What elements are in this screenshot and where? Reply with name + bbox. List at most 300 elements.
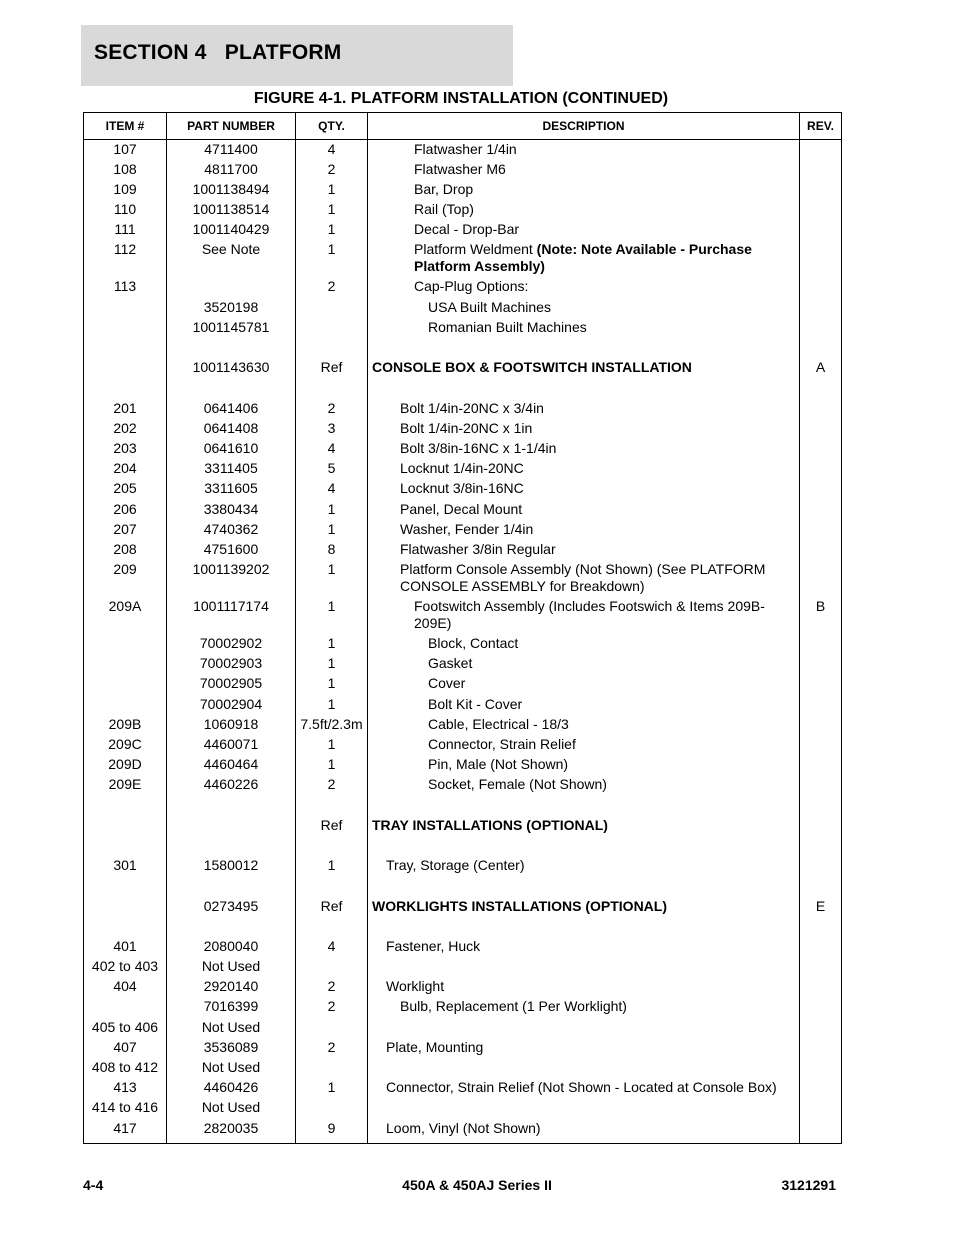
table-row — [84, 957, 842, 977]
table-row — [84, 298, 842, 318]
item-number-cell — [84, 695, 167, 715]
description-text: Block, Contact — [428, 635, 519, 652]
qty-cell — [296, 318, 368, 338]
qty-cell — [296, 957, 368, 977]
revision-cell — [800, 520, 842, 540]
qty-cell — [296, 1098, 368, 1118]
revision-cell — [800, 755, 842, 775]
part-number-cell: 1001117174 — [167, 597, 296, 634]
part-number-cell — [167, 796, 296, 816]
qty-cell — [296, 1058, 368, 1078]
revision-cell — [800, 634, 842, 654]
revision-cell — [800, 977, 842, 997]
qty-cell: Ref — [296, 897, 368, 917]
part-number-cell: 0641610 — [167, 439, 296, 459]
part-number-cell: 3311405 — [167, 459, 296, 479]
description-cell — [368, 540, 800, 560]
item-number-cell: 110 — [84, 200, 167, 220]
table-row — [84, 277, 842, 297]
description-cell — [368, 140, 800, 160]
table-row — [84, 419, 842, 439]
part-number-cell: 70002902 — [167, 634, 296, 654]
part-number-cell: See Note — [167, 240, 296, 277]
description-text: Washer, Fender 1/4in — [400, 520, 534, 537]
filler-cell — [84, 1139, 167, 1144]
description-text: Bolt Kit - Cover — [428, 695, 523, 712]
filler-cell — [167, 1139, 296, 1144]
item-number-cell — [84, 338, 167, 358]
qty-cell — [296, 876, 368, 896]
revision-cell — [800, 540, 842, 560]
table-row — [84, 459, 842, 479]
description-text: Bolt 1/4in-20NC x 3/4in — [400, 399, 544, 416]
part-number-cell: 4460071 — [167, 735, 296, 755]
qty-cell: 4 — [296, 140, 368, 160]
table-row — [84, 358, 842, 378]
qty-cell: 7.5ft/2.3m — [296, 715, 368, 735]
table-row — [84, 1058, 842, 1078]
parts-table — [83, 112, 842, 1144]
description-cell — [368, 439, 800, 459]
qty-cell: 1 — [296, 560, 368, 597]
description-text: Bar, Drop — [414, 180, 474, 197]
description-cell — [368, 856, 800, 876]
description-cell — [368, 240, 800, 277]
item-number-cell: 414 to 416 — [84, 1098, 167, 1118]
part-number-cell: 2920140 — [167, 977, 296, 997]
table-row — [84, 876, 842, 896]
qty-cell: 1 — [296, 520, 368, 540]
item-number-cell: 209C — [84, 735, 167, 755]
qty-cell — [296, 796, 368, 816]
item-number-cell — [84, 654, 167, 674]
part-number-cell: 2820035 — [167, 1119, 296, 1139]
description-cell — [368, 1078, 800, 1098]
revision-cell: E — [800, 897, 842, 917]
qty-cell: Ref — [296, 816, 368, 836]
revision-cell — [800, 318, 842, 338]
item-number-cell — [84, 378, 167, 398]
description-text: USA Built Machines — [428, 298, 551, 315]
description-text: Bulb, Replacement (1 Per Worklight) — [400, 998, 627, 1015]
description-text: Panel, Decal Mount — [400, 500, 523, 517]
part-number-cell: 0641408 — [167, 419, 296, 439]
description-cell — [368, 957, 800, 977]
revision-cell — [800, 338, 842, 358]
item-number-cell: 408 to 412 — [84, 1058, 167, 1078]
description-text: Cap-Plug Options: — [414, 278, 529, 295]
table-row — [84, 735, 842, 755]
qty-cell: 1 — [296, 654, 368, 674]
table-row — [84, 399, 842, 419]
table-row — [84, 180, 842, 200]
description-cell — [368, 277, 800, 297]
table-row — [84, 937, 842, 957]
description-cell — [368, 338, 800, 358]
description-text: Socket, Female (Not Shown) — [428, 776, 607, 793]
revision-cell — [800, 796, 842, 816]
qty-cell: 1 — [296, 220, 368, 240]
revision-cell — [800, 654, 842, 674]
description-text: Flatwasher M6 — [414, 160, 506, 177]
description-text: Fastener, Huck — [386, 937, 481, 954]
table-row — [84, 715, 842, 735]
table-row — [84, 160, 842, 180]
item-number-cell: 207 — [84, 520, 167, 540]
part-number-cell: 2080040 — [167, 937, 296, 957]
figure-title: FIGURE 4-1. PLATFORM INSTALLATION (CONTINUED) — [253, 90, 669, 107]
part-number-cell: 4740362 — [167, 520, 296, 540]
description-text: Cover — [428, 675, 466, 692]
column-header-rev: REV. — [800, 113, 842, 140]
description-cell — [368, 735, 800, 755]
description-cell — [368, 318, 800, 338]
part-number-cell: 4711400 — [167, 140, 296, 160]
revision-cell — [800, 500, 842, 520]
part-number-cell: 4460464 — [167, 755, 296, 775]
qty-cell — [296, 836, 368, 856]
description-cell — [368, 977, 800, 997]
description-cell — [368, 479, 800, 499]
item-number-cell — [84, 836, 167, 856]
part-number-cell: 3380434 — [167, 500, 296, 520]
revision-cell — [800, 378, 842, 398]
description-note: (Note: Note Available - Purchase Platform Assembly) — [414, 241, 752, 275]
part-number-cell: 0641406 — [167, 399, 296, 419]
description-cell — [368, 755, 800, 775]
item-number-cell — [84, 997, 167, 1017]
item-number-cell: 209D — [84, 755, 167, 775]
revision-cell — [800, 1018, 842, 1038]
qty-cell: Ref — [296, 358, 368, 378]
filler-cell — [368, 1139, 800, 1144]
table-row — [84, 654, 842, 674]
part-number-cell: Not Used — [167, 1098, 296, 1118]
part-number-cell: 3520198 — [167, 298, 296, 318]
table-row — [84, 597, 842, 634]
revision-cell — [800, 479, 842, 499]
part-number-cell: 1001138514 — [167, 200, 296, 220]
qty-cell: 2 — [296, 997, 368, 1017]
item-number-cell: 201 — [84, 399, 167, 419]
revision-cell — [800, 1098, 842, 1118]
table-row — [84, 1038, 842, 1058]
description-text: Platform Console Assembly (Not Shown) (See PLATFORM CONSOLE ASSEMBLY for Breakdown) — [400, 561, 766, 595]
revision-cell — [800, 715, 842, 735]
table-row — [84, 200, 842, 220]
qty-cell: 5 — [296, 459, 368, 479]
qty-cell: 1 — [296, 1078, 368, 1098]
table-row — [84, 856, 842, 876]
table-row — [84, 220, 842, 240]
qty-cell: 1 — [296, 674, 368, 694]
revision-cell — [800, 240, 842, 277]
revision-cell — [800, 775, 842, 795]
column-header-description: DESCRIPTION — [368, 113, 800, 140]
item-number-cell: 402 to 403 — [84, 957, 167, 977]
description-cell — [368, 937, 800, 957]
table-row — [84, 540, 842, 560]
qty-cell: 1 — [296, 240, 368, 277]
item-number-cell: 108 — [84, 160, 167, 180]
description-cell — [368, 796, 800, 816]
table-row — [84, 318, 842, 338]
model-name: 450A & 450AJ Series II — [402, 1177, 552, 1193]
table-row — [84, 439, 842, 459]
qty-cell: 1 — [296, 597, 368, 634]
description-text: Plate, Mounting — [386, 1038, 484, 1055]
qty-cell: 2 — [296, 160, 368, 180]
filler-cell — [296, 1139, 368, 1144]
item-number-cell: 202 — [84, 419, 167, 439]
part-number-cell: 4811700 — [167, 160, 296, 180]
table-row — [84, 140, 842, 160]
item-number-cell — [84, 298, 167, 318]
revision-cell — [800, 298, 842, 318]
item-number-cell — [84, 358, 167, 378]
item-number-cell — [84, 917, 167, 937]
revision-cell — [800, 1119, 842, 1139]
revision-cell — [800, 459, 842, 479]
qty-cell: 1 — [296, 856, 368, 876]
section-header — [81, 25, 513, 86]
item-number-cell: 405 to 406 — [84, 1018, 167, 1038]
description-cell — [368, 597, 800, 634]
table-header-row — [84, 113, 842, 140]
part-number-cell: 4460226 — [167, 775, 296, 795]
revision-cell — [800, 876, 842, 896]
item-number-cell — [84, 897, 167, 917]
description-cell — [368, 298, 800, 318]
part-number-cell: Not Used — [167, 957, 296, 977]
revision-cell — [800, 695, 842, 715]
description-cell — [368, 180, 800, 200]
part-number-cell: 3536089 — [167, 1038, 296, 1058]
part-number-cell — [167, 816, 296, 836]
part-number-cell: 1001140429 — [167, 220, 296, 240]
description-cell — [368, 520, 800, 540]
table-row — [84, 1018, 842, 1038]
revision-cell — [800, 180, 842, 200]
item-number-cell — [84, 816, 167, 836]
part-number-cell — [167, 277, 296, 297]
filler-cell — [800, 1139, 842, 1144]
description-text: Connector, Strain Relief (Not Shown - Located at Console Box) — [386, 1079, 777, 1096]
description-text: Cable, Electrical - 18/3 — [428, 715, 569, 732]
description-text: Pin, Male (Not Shown) — [428, 756, 569, 773]
revision-cell — [800, 917, 842, 937]
column-header-item: ITEM # — [84, 113, 167, 140]
revision-cell — [800, 997, 842, 1017]
part-number-cell — [167, 378, 296, 398]
description-cell — [368, 160, 800, 180]
revision-cell: B — [800, 597, 842, 634]
revision-cell — [800, 836, 842, 856]
qty-cell: 9 — [296, 1119, 368, 1139]
part-number-cell: 4460426 — [167, 1078, 296, 1098]
revision-cell — [800, 200, 842, 220]
description-text: TRAY INSTALLATIONS (OPTIONAL) — [372, 816, 608, 833]
table-row — [84, 917, 842, 937]
description-cell — [368, 876, 800, 896]
part-number-cell: 4751600 — [167, 540, 296, 560]
table-row — [84, 520, 842, 540]
qty-cell — [296, 298, 368, 318]
description-cell — [368, 897, 800, 917]
part-number-cell: 1001145781 — [167, 318, 296, 338]
revision-cell — [800, 735, 842, 755]
item-number-cell — [84, 634, 167, 654]
page-number: 4-4 — [83, 1177, 104, 1193]
part-number-cell — [167, 836, 296, 856]
section-title: SECTION 4 PLATFORM — [94, 41, 342, 64]
revision-cell — [800, 856, 842, 876]
description-cell — [368, 674, 800, 694]
qty-cell: 1 — [296, 755, 368, 775]
qty-cell: 2 — [296, 399, 368, 419]
table-row — [84, 796, 842, 816]
qty-cell — [296, 338, 368, 358]
part-number-cell: 1001138494 — [167, 180, 296, 200]
description-cell — [368, 1038, 800, 1058]
description-text: Platform Weldment — [414, 241, 537, 258]
revision-cell — [800, 957, 842, 977]
description-text: Flatwasher 1/4in — [414, 141, 517, 157]
description-text: Locknut 3/8in-16NC — [400, 480, 524, 497]
part-number-cell: Not Used — [167, 1058, 296, 1078]
table-row — [84, 695, 842, 715]
table-row — [84, 479, 842, 499]
item-number-cell: 203 — [84, 439, 167, 459]
table-row — [84, 1119, 842, 1139]
table-row — [84, 674, 842, 694]
document-number: 3121291 — [781, 1177, 836, 1193]
revision-cell — [800, 1058, 842, 1078]
qty-cell — [296, 378, 368, 398]
part-number-cell: 1060918 — [167, 715, 296, 735]
qty-cell — [296, 917, 368, 937]
revision-cell — [800, 439, 842, 459]
description-cell — [368, 378, 800, 398]
description-text: Rail (Top) — [414, 201, 474, 218]
item-number-cell: 209B — [84, 715, 167, 735]
item-number-cell: 301 — [84, 856, 167, 876]
table-row — [84, 836, 842, 856]
part-number-cell: 1001139202 — [167, 560, 296, 597]
item-number-cell: 112 — [84, 240, 167, 277]
qty-cell: 4 — [296, 937, 368, 957]
description-cell — [368, 459, 800, 479]
part-number-cell: 70002904 — [167, 695, 296, 715]
qty-cell: 2 — [296, 977, 368, 997]
description-cell — [368, 419, 800, 439]
item-number-cell — [84, 796, 167, 816]
description-text: Footswitch Assembly (Includes Footswich & Items 209B-209E) — [414, 598, 765, 632]
revision-cell — [800, 419, 842, 439]
description-cell — [368, 1058, 800, 1078]
qty-cell: 1 — [296, 634, 368, 654]
description-cell — [368, 399, 800, 419]
table-row — [84, 240, 842, 277]
qty-cell: 1 — [296, 735, 368, 755]
qty-cell: 1 — [296, 180, 368, 200]
revision-cell: A — [800, 358, 842, 378]
description-cell — [368, 634, 800, 654]
part-number-cell — [167, 338, 296, 358]
description-cell — [368, 358, 800, 378]
item-number-cell: 209 — [84, 560, 167, 597]
description-cell — [368, 200, 800, 220]
table-row — [84, 378, 842, 398]
table-body — [84, 140, 842, 1144]
table-row — [84, 1078, 842, 1098]
item-number-cell: 107 — [84, 140, 167, 160]
qty-cell: 1 — [296, 200, 368, 220]
description-cell — [368, 1098, 800, 1118]
description-cell — [368, 997, 800, 1017]
column-header-part-number: PART NUMBER — [167, 113, 296, 140]
description-text: Loom, Vinyl (Not Shown) — [386, 1119, 541, 1136]
description-cell — [368, 775, 800, 795]
table-row — [84, 1098, 842, 1118]
description-cell — [368, 654, 800, 674]
table-row — [84, 338, 842, 358]
description-cell — [368, 917, 800, 937]
column-header-qty: QTY. — [296, 113, 368, 140]
description-cell — [368, 715, 800, 735]
description-cell — [368, 1018, 800, 1038]
qty-cell: 8 — [296, 540, 368, 560]
qty-cell: 3 — [296, 419, 368, 439]
description-text: Bolt 3/8in-16NC x 1-1/4in — [400, 439, 557, 456]
qty-cell: 2 — [296, 1038, 368, 1058]
part-number-cell: 3311605 — [167, 479, 296, 499]
description-text: CONSOLE BOX & FOOTSWITCH INSTALLATION — [372, 359, 692, 376]
revision-cell — [800, 937, 842, 957]
table-row — [84, 560, 842, 597]
description-text: Flatwasher 3/8in Regular — [400, 540, 556, 557]
revision-cell — [800, 1038, 842, 1058]
description-text: Worklight — [386, 978, 445, 995]
table-row — [84, 634, 842, 654]
item-number-cell: 205 — [84, 479, 167, 499]
qty-cell: 1 — [296, 695, 368, 715]
item-number-cell — [84, 674, 167, 694]
description-cell — [368, 695, 800, 715]
description-text: Connector, Strain Relief — [428, 736, 576, 752]
description-text: Decal - Drop-Bar — [414, 221, 520, 238]
revision-cell — [800, 140, 842, 160]
item-number-cell: 208 — [84, 540, 167, 560]
revision-cell — [800, 1078, 842, 1098]
description-cell — [368, 816, 800, 836]
table-row — [84, 977, 842, 997]
table-row — [84, 897, 842, 917]
table-row — [84, 997, 842, 1017]
description-text: Tray, Storage (Center) — [386, 857, 525, 874]
part-number-cell: 70002903 — [167, 654, 296, 674]
part-number-cell — [167, 876, 296, 896]
description-cell — [368, 1119, 800, 1139]
qty-cell: 4 — [296, 479, 368, 499]
item-number-cell: 204 — [84, 459, 167, 479]
qty-cell: 2 — [296, 277, 368, 297]
part-number-cell: 1001143630 — [167, 358, 296, 378]
revision-cell — [800, 277, 842, 297]
qty-cell: 4 — [296, 439, 368, 459]
qty-cell — [296, 1018, 368, 1038]
table-row — [84, 755, 842, 775]
